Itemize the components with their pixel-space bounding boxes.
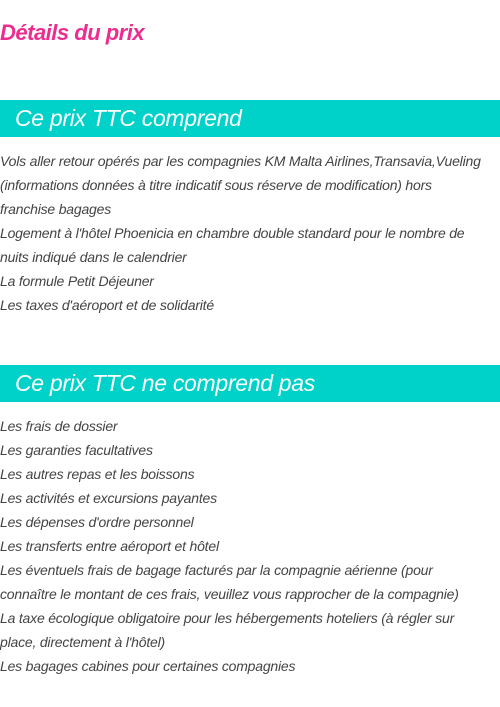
list-item: Les activités et excursions payantes — [0, 490, 217, 506]
page-title: Détails du prix — [0, 20, 145, 45]
list-item: Les frais de dossier — [0, 418, 118, 434]
price-includes-heading: Ce prix TTC comprend — [0, 100, 500, 137]
price-includes-section — [0, 100, 500, 317]
list-item: Les autres repas et les boissons — [0, 466, 195, 482]
list-item: Les garanties facultatives — [0, 442, 153, 458]
list-item: Les taxes d'aéroport et de solidarité — [0, 297, 214, 313]
list-item: Les transferts entre aéroport et hôtel — [0, 538, 219, 554]
list-item: La taxe écologique obligatoire pour les hébergements hoteliers (à régler sur place, directement à l'hôtel) — [0, 610, 455, 650]
price-excludes-heading: Ce prix TTC ne comprend pas — [0, 365, 500, 402]
list-item: Les éventuels frais de bagage facturés par la compagnie aérienne (pour connaître le montant de ces frais, veuillez vous rapprocher de la compagnie) — [0, 562, 459, 602]
list-item: La formule Petit Déjeuner — [0, 273, 154, 289]
price-includes-list — [0, 149, 490, 317]
list-item: Les dépenses d'ordre personnel — [0, 514, 194, 530]
price-excludes-list — [0, 414, 490, 678]
list-item: Vols aller retour opérés par les compagnies KM Malta Airlines,Transavia,Vueling (informations données à titre indicatif sous réserve de modification) hors franchise bagages — [0, 153, 481, 217]
price-excludes-section — [0, 365, 500, 678]
list-item: Les bagages cabines pour certaines compagnies — [0, 658, 296, 674]
list-item: Logement à l'hôtel Phoenicia en chambre double standard pour le nombre de nuits indiqué dans le calendrier — [0, 225, 465, 265]
